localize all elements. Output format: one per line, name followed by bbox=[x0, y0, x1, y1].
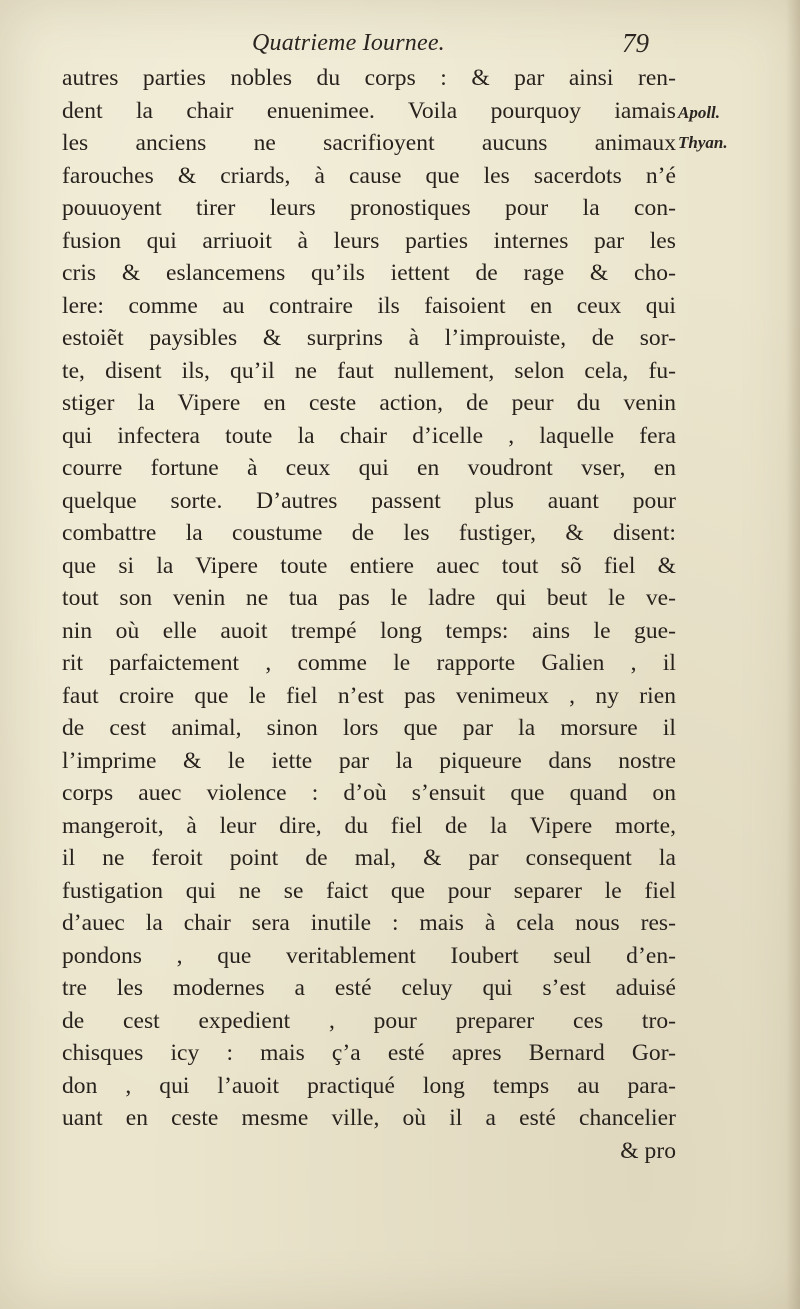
text-line: pouuoyent tirer leurs pronostiques pour la con- bbox=[62, 195, 676, 221]
text-line: tout son venin ne tua pas le ladre qui beut le ve- bbox=[62, 585, 676, 611]
text-line: farouches & criards, à cause que les sacerdots n’é bbox=[62, 162, 676, 189]
text-line: cris & eslancemens qu’ils iettent de rage & cho- bbox=[62, 260, 676, 286]
text-line: chisques icy : mais ç’a esté apres Bernard Gor- bbox=[62, 1040, 676, 1066]
text-line: don , qui l’auoit practiqué long temps au para- bbox=[62, 1072, 676, 1099]
page-edge-shadow bbox=[786, 0, 800, 1309]
text-line: autres parties nobles du corps : & par ainsi ren- bbox=[62, 65, 676, 91]
text-line: de cest animal, sinon lors que par la morsure il bbox=[62, 715, 676, 741]
text-line: nin où elle auoit trempé long temps: ains le gue- bbox=[62, 617, 676, 644]
text-line: il ne feroit point de mal, & par consequent la bbox=[62, 845, 676, 871]
text-line: quelque sorte. D’autres passent plus auant pour bbox=[62, 487, 676, 514]
text-line: les anciens ne sacrifioyent aucuns animaux bbox=[62, 130, 676, 156]
text-line: pondons , que veritablement Ioubert seul d’en- bbox=[62, 942, 676, 969]
text-line: fustigation qui ne se faict que pour separer le fiel bbox=[62, 877, 676, 904]
text-line: mangeroit, à leur dire, du fiel de la Vipere morte, bbox=[62, 812, 676, 839]
text-line: estoiẽt paysibles & surprins à l’improuiste, de sor- bbox=[62, 325, 676, 351]
margin-notes bbox=[678, 98, 728, 158]
text-line: fusion qui arriuoit à leurs parties internes par les bbox=[62, 227, 676, 254]
text-line: courre fortune à ceux qui en voudront vser, en bbox=[62, 455, 676, 481]
body-text bbox=[62, 62, 676, 1167]
text-line: qui infectera toute la chair d’icelle , laquelle fera bbox=[62, 422, 676, 449]
text-line: d’auec la chair sera inutile : mais à cela nous res- bbox=[62, 910, 676, 936]
running-title: Quatrieme Iournee. bbox=[252, 30, 445, 56]
margin-note-thyan: Thyan. bbox=[678, 133, 728, 152]
text-line: rit parfaictement , comme le rapporte Galien , il bbox=[62, 650, 676, 676]
text-line: combattre la coustume de les fustiger, & disent: bbox=[62, 520, 676, 546]
text-line: corps auec violence : d’où s’ensuit que quand on bbox=[62, 780, 676, 806]
text-line: te, disent ils, qu’il ne faut nullement, selon cela, fu- bbox=[62, 357, 676, 384]
text-line: faut croire que le fiel n’est pas venimeux , ny rien bbox=[62, 682, 676, 709]
text-line: de cest expedient , pour preparer ces tro- bbox=[62, 1007, 676, 1034]
page-number: 79 bbox=[622, 28, 649, 58]
text-line: que si la Vipere toute entiere auec tout sõ fiel & bbox=[62, 552, 676, 579]
margin-note-apoll: Apoll. bbox=[678, 103, 721, 122]
catchword: & pro bbox=[620, 1137, 676, 1164]
running-head bbox=[0, 26, 800, 60]
text-line: l’imprime & le iette par la piqueure dans nostre bbox=[62, 747, 676, 774]
text-line: uant en ceste mesme ville, où il a esté chancelier bbox=[62, 1105, 676, 1131]
text-line: tre les modernes a esté celuy qui s’est aduisé bbox=[62, 975, 676, 1001]
text-line: stiger la Vipere en ceste action, de peur du venin bbox=[62, 390, 676, 416]
text-line: lere: comme au contraire ils faisoient en ceux qui bbox=[62, 292, 676, 319]
text-line: dent la chair enuenimee. Voila pourquoy iamais bbox=[62, 97, 676, 124]
